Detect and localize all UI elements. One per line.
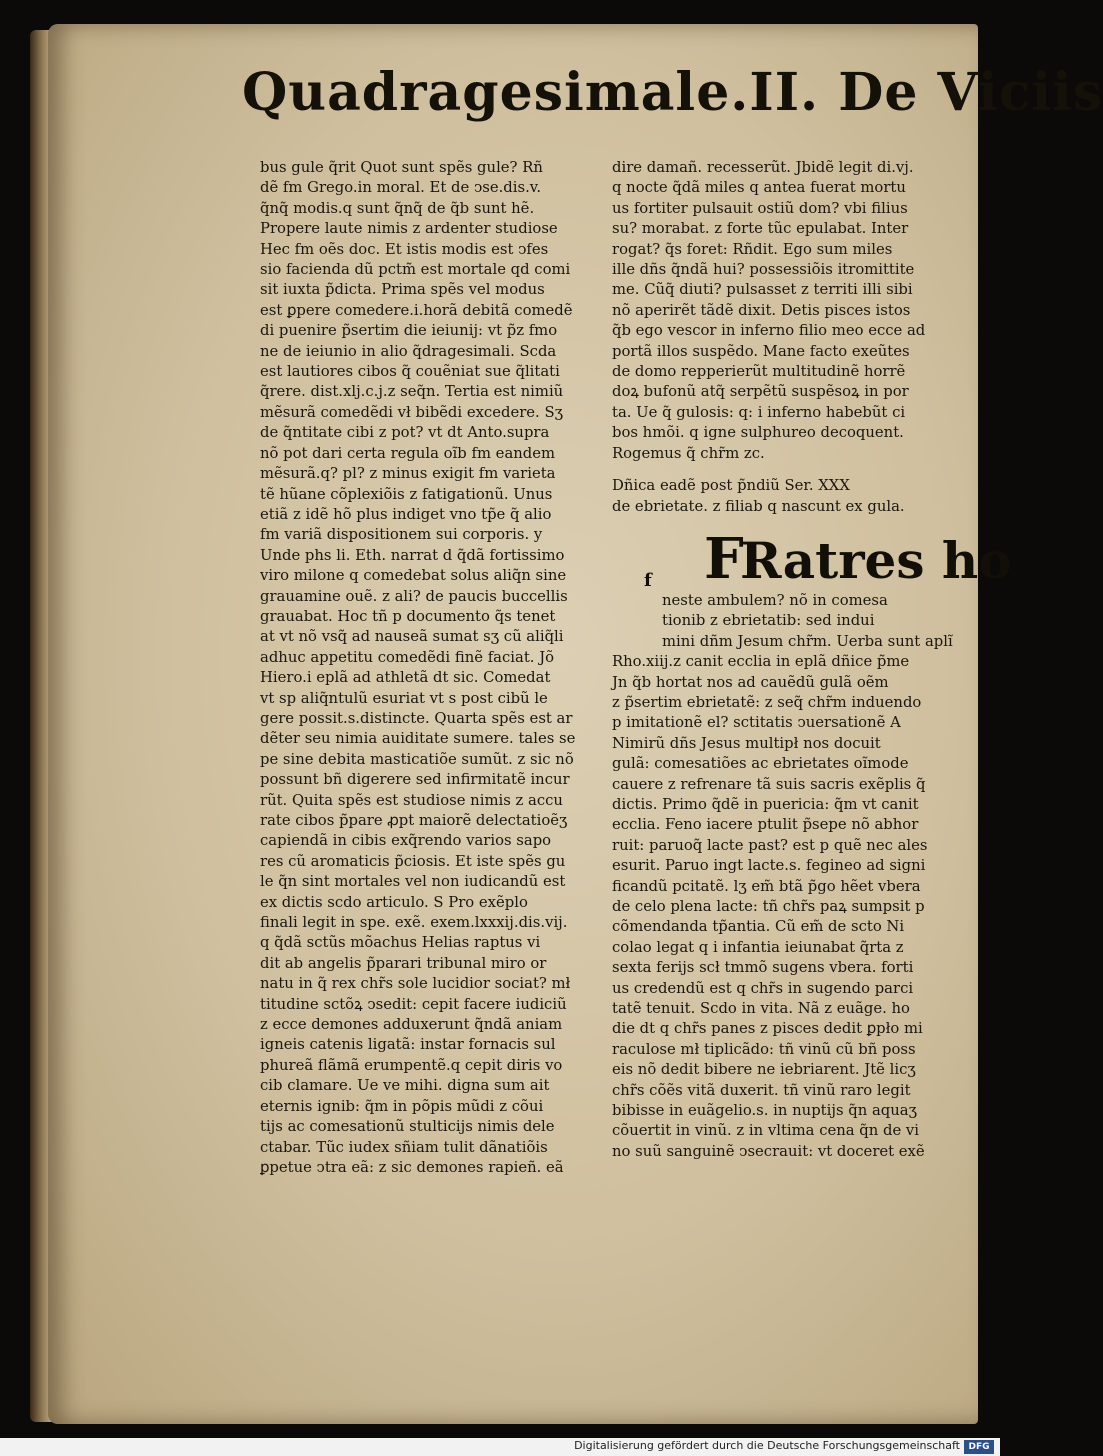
text-line: Hiero.i eplã ad athletã dt sic. Comedat bbox=[260, 669, 551, 687]
text-line: rũt. Quita spẽs est studiose nimis z accu bbox=[260, 791, 563, 809]
sermon-opening bbox=[612, 525, 1012, 592]
text-line: q q̃dã sctũs mõachus Helias raptus vi bbox=[260, 934, 541, 952]
text-line: Nimirũ dñs Jesus multipł nos docuit bbox=[612, 734, 881, 752]
text-line: dẽter seu nimia auiditate sumere. tales se bbox=[260, 730, 576, 748]
text-line: us credendũ est q chr̃s in sugendo parci bbox=[612, 979, 914, 997]
text-line: q nocte q̃dã miles q antea fuerat mortu bbox=[612, 179, 906, 197]
text-line: esurit. Paruo ingt lacte.s. fegineo ad signi bbox=[612, 857, 926, 875]
text-line: Jn q̃b hortat nos ad cauẽdũ gulã oẽm bbox=[612, 673, 889, 691]
text-line: z p̃sertim ebrietatẽ: z seq̃ chr̃m induendo bbox=[612, 693, 922, 711]
text-line: capiendã in cibis exq̃rendo varios sapo bbox=[260, 832, 552, 850]
text-line: grauabat. Hoc tñ p documento q̃s tenet bbox=[260, 607, 556, 625]
text-line: igneis catenis ligatã: instar fornacis sul bbox=[260, 1036, 556, 1054]
heading-line: Dñica eadẽ post p̃ndiũ Ser. XXX bbox=[612, 477, 850, 495]
text-line: finali legit in spe. exẽ. exem.lxxxij.dis.vij. bbox=[260, 914, 568, 932]
text-line: q̃b ego vescor in inferno filio meo ecce ad bbox=[612, 322, 926, 340]
text-line: possunt bñ digerere sed infirmitatẽ incur bbox=[260, 771, 570, 789]
text-line: portã illos suspẽdo. Mane facto exeũtes bbox=[612, 342, 910, 360]
text-line: viro milone q comedebat solus aliq̃n sine bbox=[260, 567, 567, 585]
text-line: mẽsurã comedẽdi vł bibẽdi excedere. Sʒ bbox=[260, 403, 563, 421]
text-line: eternis ignib: q̃m in põpis mũdi z cõui bbox=[260, 1097, 544, 1115]
dfg-logo: DFG bbox=[964, 1440, 994, 1454]
text-line: bos hmõi. q igne sulphureo decoquent. bbox=[612, 424, 904, 442]
text-line: etiã z idẽ hõ plus indiget vno tp̃e q̃ alio bbox=[260, 505, 552, 523]
text-line: us fortiter pulsauit ostiũ dom? vbi filius bbox=[612, 199, 908, 217]
text-line: ctabar. Tũc iudex sñiam tulit dãnatiõis bbox=[260, 1138, 548, 1156]
text-line: dit ab angelis p̃parari tribunal miro or bbox=[260, 954, 547, 972]
text-line: cib clamare. Ue ve mihi. digna sum ait bbox=[260, 1077, 550, 1095]
sermon-heading bbox=[612, 476, 946, 517]
sermon-opening-word: Ratres ho bbox=[740, 530, 1012, 590]
text-line: rate cibos p̃pare ꝓpt maiorẽ delectatioẽʒ bbox=[260, 812, 568, 829]
text-line: neste ambulem? nõ in comesa bbox=[662, 591, 888, 609]
text-line: sit iuxta p̃dicta. Prima spẽs vel modus bbox=[260, 281, 545, 299]
text-line: ille dñs q̃ndã hui? possessiõis itromittite bbox=[612, 261, 915, 279]
guide-letter: f bbox=[644, 569, 652, 591]
text-line: fm variã dispositionem sui corporis. y bbox=[260, 526, 543, 544]
text-line: no suũ sanguinẽ ↄsecrauit: vt doceret exẽ bbox=[612, 1142, 925, 1160]
text-line: Rogemus q̃ chr̃m zc. bbox=[612, 444, 765, 462]
text-line: tẽ hũane cõplexiõis z fatigationũ. Unus bbox=[260, 485, 553, 503]
text-line: tijs ac comesationũ stulticijs nimis dele bbox=[260, 1118, 555, 1136]
text-line: adhuc appetitu comedẽdi finẽ faciat. Jõ bbox=[260, 648, 555, 666]
text-line: le q̃n sint mortales vel non iudicandũ est bbox=[260, 873, 566, 891]
text-line: sio facienda dũ pctm̃ est mortale qd comi bbox=[260, 261, 571, 279]
text-line: raculose mł tiplicãdo: tñ vinũ cũ bñ poss bbox=[612, 1040, 916, 1058]
text-line: pe sine debita masticatiõe sumũt. z sic nõ bbox=[260, 750, 574, 768]
text-line: me. Cũq̃ diuti? pulsasset z territi illi sibi bbox=[612, 281, 913, 299]
text-line: tatẽ tenuit. Scdo in vita. Nã z euãge. ho bbox=[612, 1000, 910, 1018]
text-line: de domo repperierũt multitudinẽ horrẽ bbox=[612, 363, 906, 381]
text-line: ruit: paruoq̃ lacte past? est p quẽ nec ales bbox=[612, 836, 928, 854]
right-column-bottom-text bbox=[612, 652, 946, 1162]
footer-credit: Digitalisierung gefördert durch die Deutsche Forschungsgemeinschaft bbox=[574, 1439, 960, 1452]
text-line: dire damañ. recesserũt. Jbidẽ legit di.vj. bbox=[612, 159, 914, 176]
text-line: ꝑpetue ↄtra eã: z sic demones rapieñ. eã bbox=[260, 1158, 564, 1176]
text-line: ecclia. Feno iacere ptulit p̃sepe nõ abhor bbox=[612, 816, 919, 834]
text-line: rogat? q̃s foret: Rñdit. Ego sum miles bbox=[612, 240, 893, 258]
text-line: di puenire p̃sertim die ieiunij: vt p̃z fmo bbox=[260, 322, 558, 340]
text-line: cõuertit in vinũ. z in vltima cena q̃n de vi bbox=[612, 1122, 920, 1140]
text-line: die dt q chr̃s panes z pisces dedit ꝑpło mi bbox=[612, 1020, 923, 1038]
text-line: eis nõ dedit bibere ne iebriarent. Jtẽ licʒ bbox=[612, 1061, 916, 1079]
text-line: p imitationẽ el? sctitatis ↄuersationẽ A bbox=[612, 714, 901, 732]
text-line: sexta ferijs scł tmmõ sugens vbera. forti bbox=[612, 959, 914, 977]
text-line: dictis. Primo q̃dẽ in puericia: q̃m vt canit bbox=[612, 795, 919, 813]
left-text-column bbox=[260, 158, 598, 1178]
right-text-column bbox=[612, 158, 1012, 1162]
text-line: res cũ aromaticis p̃ciosis. Et iste spẽs gu bbox=[260, 852, 566, 870]
right-column-indented-text bbox=[612, 591, 953, 652]
text-line: dẽ fm Grego.in moral. Et de ↄse.dis.v. bbox=[260, 179, 542, 197]
text-line: mini dñm Jesum chr̃m. Uerba sunt aplĩ bbox=[662, 632, 953, 650]
text-line: ta. Ue q̃ gulosis: q: i inferno habebũt ci bbox=[612, 403, 906, 421]
text-line: Hec fm oẽs doc. Et istis modis est ↄfes bbox=[260, 240, 549, 258]
text-line: bus gule q̃rit Quot sunt spẽs gule? Rñ bbox=[260, 159, 543, 176]
text-line: est ꝑpere comedere.i.horã debitã comedẽ bbox=[260, 301, 573, 319]
text-line: at vt nõ vsq̃ ad nauseã sumat sʒ cũ aliq̃li bbox=[260, 628, 564, 646]
text-line: de q̃ntitate cibi z pot? vt dt Anto.supra bbox=[260, 424, 550, 442]
text-line: chr̃s cõẽs vitã duxerit. tñ vinũ raro legit bbox=[612, 1081, 911, 1099]
heading-line: de ebrietate. z filiab q nascunt ex gula. bbox=[612, 497, 905, 515]
text-line: phureã flãmã erumpentẽ.q cepit diris vo bbox=[260, 1056, 563, 1074]
text-line: tionib z ebrietatib: sed indui bbox=[662, 612, 875, 630]
text-line: est lautiores cibos q̃ couẽniat sue q̃litati bbox=[260, 363, 560, 381]
text-line: de celo plena lacte: tñ chr̃s paꝝ sumpsit p bbox=[612, 898, 925, 915]
running-head: Quadragesimale.II. De Viciis bbox=[242, 62, 1103, 123]
text-line: gulã: comesatiões ac ebrietates oĩmode bbox=[612, 755, 909, 773]
text-line: titudine sctõꝝ ↄsedit: cepit facere iudiciũ bbox=[260, 995, 567, 1013]
text-line: ne de ieiunio in alio q̃dragesimali. Scda bbox=[260, 342, 557, 360]
text-line: ficandũ pcitatẽ. lʒ em̃ btã p̃go hẽet vbera bbox=[612, 877, 921, 895]
drop-cap-letter: F bbox=[704, 525, 744, 592]
right-column-top-text bbox=[612, 158, 946, 464]
text-line: Unde phs li. Eth. narrat d q̃dã fortissimo bbox=[260, 546, 565, 564]
text-line: doꝝ bufonũ atq̃ serpẽtũ suspẽsoꝝ in por bbox=[612, 383, 909, 401]
text-line: su? morabat. z forte tũc epulabat. Inter bbox=[612, 220, 909, 238]
text-line: q̃rere. dist.xlj.c.j.z seq̃n. Tertia est nimiũ bbox=[260, 383, 564, 401]
text-line: colao legat q i infantia ieiunabat q̃rta z bbox=[612, 938, 904, 956]
text-line: ex dictis scdo articulo. S Pro exẽplo bbox=[260, 893, 528, 911]
text-line: mẽsurã.q? pl? z minus exigit fm varieta bbox=[260, 465, 556, 483]
text-line: natu in q̃ rex chr̃s sole lucidior sociat? mł bbox=[260, 975, 571, 993]
text-line: nõ aperirẽt tãdẽ dixit. Detis pisces istos bbox=[612, 301, 911, 319]
text-line: cauere z refrenare tã suis sacris exẽplis q̃ bbox=[612, 775, 926, 793]
text-line: gere possit.s.distincte. Quarta spẽs est ar bbox=[260, 709, 573, 727]
text-line: Propere laute nimis z ardenter studiose bbox=[260, 220, 558, 238]
text-line: q̃nq̃ modis.q sunt q̃nq̃ de q̃b sunt hẽ. bbox=[260, 199, 535, 217]
text-line: z ecce demones adduxerunt q̃ndã aniam bbox=[260, 1016, 563, 1034]
text-line: cõmendanda tp̃antia. Cũ em̃ de scto Ni bbox=[612, 918, 905, 936]
text-line: Rho.xiij.z canit ecclia in eplã dñice p̃me bbox=[612, 653, 910, 671]
text-line: bibisse in euãgelio.s. in nuptijs q̃n aquaʒ bbox=[612, 1102, 917, 1120]
text-line: nõ pot dari certa regula oĩb fm eandem bbox=[260, 444, 556, 462]
text-line: grauamine ouẽ. z ali? de paucis buccellis bbox=[260, 587, 568, 605]
text-line: vt sp aliq̃ntulũ esuriat vt s post cibũ le bbox=[260, 689, 548, 707]
